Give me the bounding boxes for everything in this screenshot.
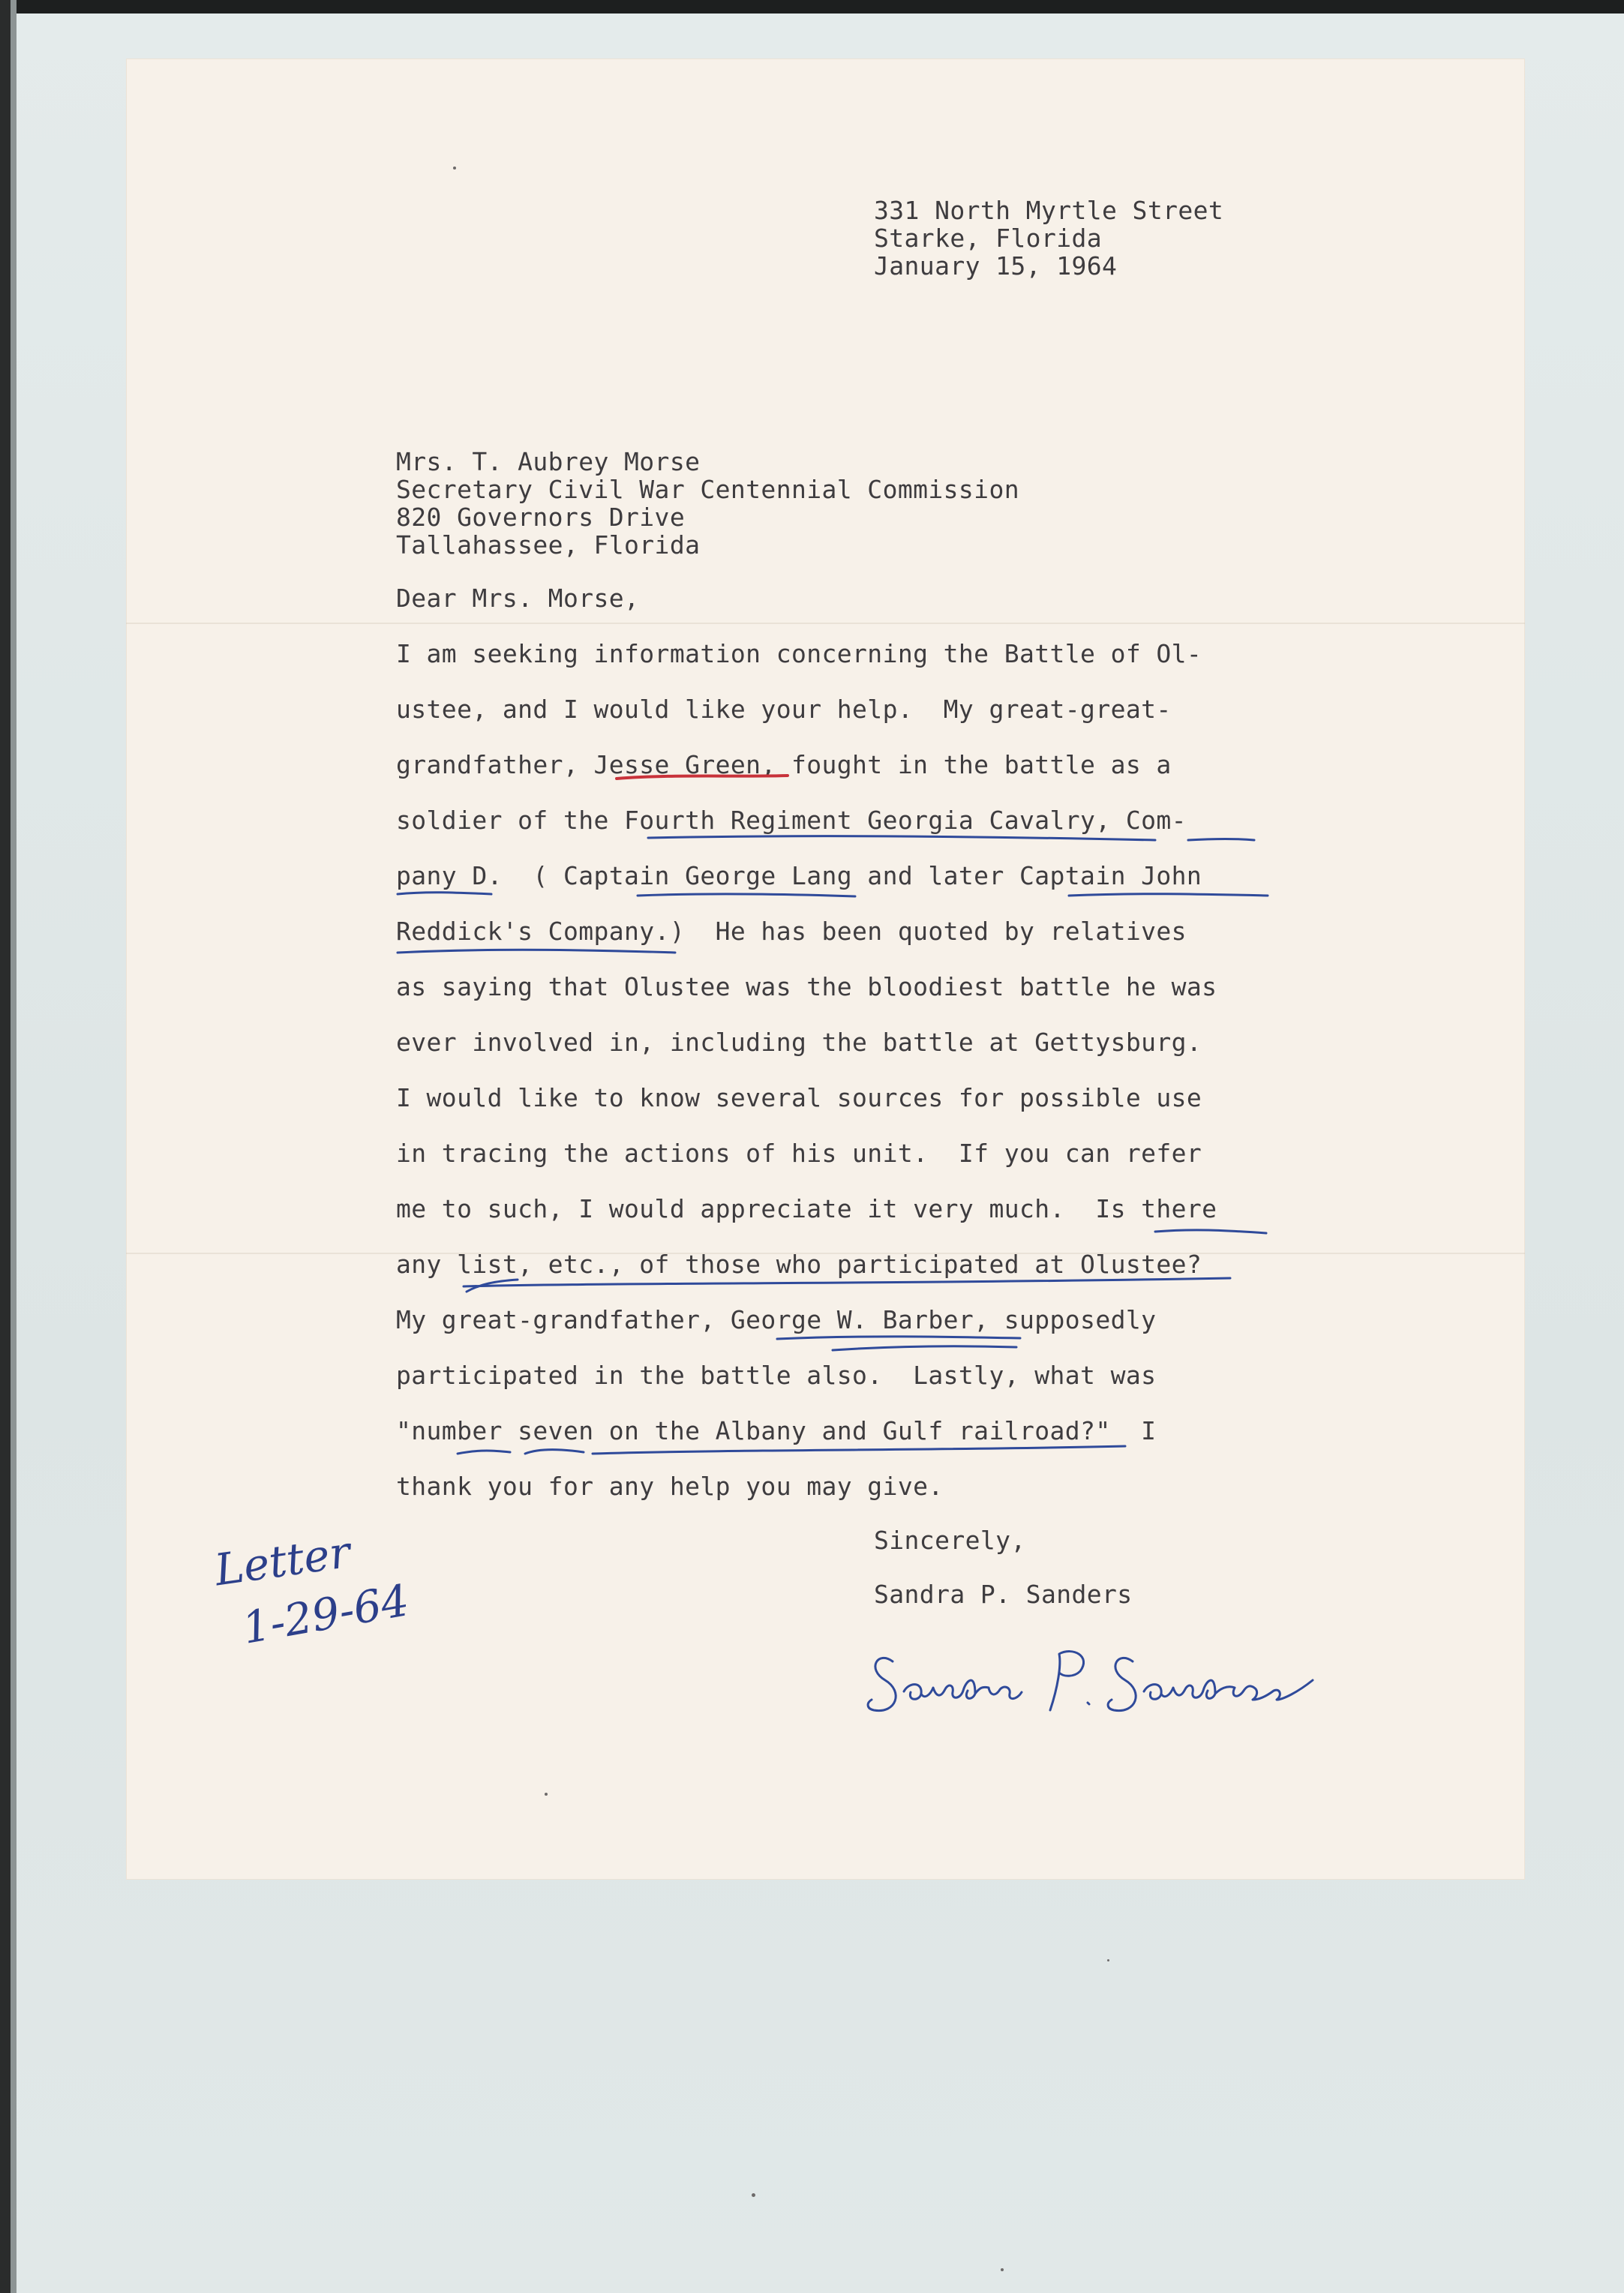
- body-line: any list, etc., of those who participated at Olustee?: [396, 1250, 1202, 1279]
- body-line: I am seeking information concerning the Battle of Ol-: [396, 639, 1202, 668]
- recipient-name: Mrs. T. Aubrey Morse: [396, 447, 701, 476]
- body-line: me to such, I would appreciate it very much. Is there: [396, 1194, 1217, 1223]
- body-line: grandfather, Jesse Green, fought in the battle as a: [396, 750, 1172, 779]
- body-line: soldier of the Fourth Regiment Georgia Cavalry, Com-: [396, 806, 1187, 835]
- handwritten-signature: [863, 1628, 1343, 1725]
- recipient-title: Secretary Civil War Centennial Commission: [396, 475, 1019, 504]
- dust-speck: [545, 1793, 548, 1796]
- body-line: My great-grandfather, George W. Barber, supposedly: [396, 1305, 1157, 1334]
- margin-note-word: Letter: [212, 1526, 354, 1596]
- body-line: "number seven on the Albany and Gulf railroad?" I: [396, 1416, 1157, 1445]
- return-address: [874, 197, 1223, 280]
- body-line: as saying that Olustee was the bloodiest battle he was: [396, 972, 1217, 1001]
- dust-speck: [1001, 2268, 1004, 2271]
- return-street: 331 North Myrtle Street: [874, 196, 1224, 225]
- typed-signature: Sandra P. Sanders: [874, 1580, 1133, 1609]
- scanner-edge-top: [0, 0, 1624, 14]
- scanner-edge-left: [0, 0, 11, 2293]
- body-line: pany D. ( Captain George Lang and later Captain John: [396, 861, 1202, 890]
- body-line: participated in the battle also. Lastly, what was: [396, 1361, 1157, 1390]
- recipient-street: 820 Governors Drive: [396, 503, 686, 532]
- body-line: in tracing the actions of his unit. If you can refer: [396, 1139, 1202, 1168]
- dust-speck: [453, 167, 456, 170]
- salutation: Dear Mrs. Morse,: [396, 584, 640, 613]
- dust-speck: [752, 2193, 755, 2197]
- dust-speck: [1107, 1959, 1109, 1961]
- recipient-city: Tallahassee, Florida: [396, 530, 701, 560]
- recipient-address: [396, 448, 1019, 559]
- body-line: I would like to know several sources for possible use: [396, 1083, 1202, 1112]
- body-line: ustee, and I would like your help. My great-great-: [396, 695, 1172, 724]
- body-line: Reddick's Company.) He has been quoted by relatives: [396, 917, 1187, 946]
- return-city: Starke, Florida: [874, 224, 1103, 253]
- body-line: thank you for any help you may give.: [396, 1472, 944, 1501]
- margin-note-date: 1-29-64: [239, 1574, 413, 1654]
- body-line: ever involved in, including the battle at Gettysburg.: [396, 1028, 1202, 1057]
- paper-fold-line: [126, 623, 1525, 624]
- closing: Sincerely,: [874, 1526, 1026, 1555]
- scanner-edge-left-shadow: [11, 0, 17, 2293]
- letter-date: January 15, 1964: [874, 251, 1118, 281]
